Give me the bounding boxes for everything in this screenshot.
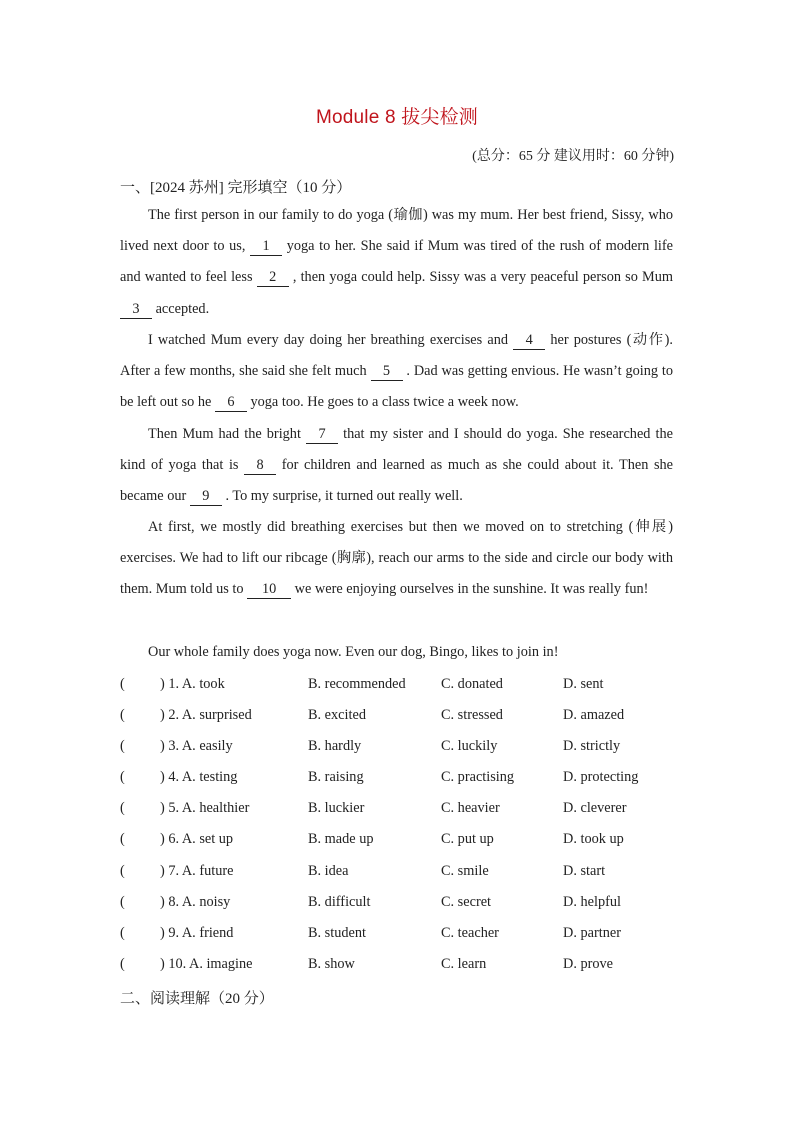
answer-blank: 3: [120, 300, 152, 319]
option-c: C. secret: [441, 894, 492, 910]
answer-blank: 2: [257, 268, 289, 287]
answer-blank: 1: [250, 237, 282, 256]
passage-paragraph-1: [120, 200, 673, 325]
answer-blank: 6: [215, 393, 247, 412]
section-2-heading: 二、阅读理解（20 分）: [120, 991, 274, 1007]
question-options-row: [120, 676, 680, 707]
option-b: B. show: [308, 956, 355, 972]
paragraph-text: . Dad was getting envious. He wasn’t going to be left out so he: [120, 363, 674, 411]
paragraph-text: . To my surprise, it turned out really well.: [225, 488, 463, 505]
paragraph-text: Then Mum had the bright: [148, 426, 301, 442]
paragraph-text: Our whole family does yoga now. Even our dog, Bingo, likes to join in!: [148, 644, 559, 660]
option-c: C. smile: [441, 863, 489, 879]
option-a: ) 5. A. healthier: [160, 800, 250, 816]
answer-paren: (: [120, 800, 125, 816]
option-b: B. made up: [308, 831, 374, 847]
answer-blank: 5: [371, 362, 403, 381]
option-d: D. partner: [563, 925, 621, 941]
option-a: ) 7. A. future: [160, 863, 234, 879]
option-a: ) 3. A. easily: [160, 738, 233, 754]
score-time-info: (总分：65 分 建议用时：60 分钟): [472, 149, 674, 164]
answer-paren: (: [120, 831, 125, 847]
question-options-row: [120, 707, 680, 738]
paragraph-text: yoga to her. She said if Mum was tired of the rush of modern life and wanted to feel less: [120, 238, 673, 286]
option-a: ) 4. A. testing: [160, 769, 238, 785]
option-b: B. student: [308, 925, 366, 941]
option-c: C. teacher: [441, 925, 499, 941]
answer-paren: (: [120, 894, 125, 910]
question-options-row: [120, 863, 680, 894]
passage-paragraph-4: [120, 512, 673, 606]
answer-paren: (: [120, 769, 125, 785]
passage-paragraph-3: [120, 419, 673, 513]
option-d: D. amazed: [563, 707, 625, 723]
page-title: Module 8 拔尖检测: [315, 107, 479, 128]
question-options-row: [120, 894, 680, 925]
option-b: B. idea: [308, 863, 349, 879]
paragraph-text: I watched Mum every day doing her breathing exercises and: [148, 332, 509, 348]
option-b: B. recommended: [308, 676, 406, 692]
option-a: ) 6. A. set up: [160, 831, 234, 847]
option-b: B. excited: [308, 707, 366, 723]
passage-paragraph-2: [120, 325, 673, 419]
option-a: ) 8. A. noisy: [160, 894, 231, 910]
passage-paragraph-5: [120, 637, 673, 668]
option-c: C. donated: [441, 676, 503, 692]
answer-blank: 10: [247, 580, 291, 599]
option-d: D. prove: [563, 956, 614, 972]
answer-paren: (: [120, 863, 125, 879]
option-a: ) 10. A. imagine: [160, 956, 253, 972]
option-d: D. helpful: [563, 894, 621, 910]
option-c: C. practising: [441, 769, 515, 785]
question-options-row: [120, 769, 680, 800]
answer-blank: 4: [513, 331, 545, 350]
option-c: C. put up: [441, 831, 494, 847]
option-c: C. heavier: [441, 800, 500, 816]
answer-paren: (: [120, 956, 125, 972]
question-options-row: [120, 738, 680, 769]
paragraph-text: At first, we mostly did breathing exercises but then we moved on to stretching (伸展) exercises. We had to lift our ribcage (胸廓), reach our arms to the side and circle our body with them. Mum told us to: [120, 519, 673, 598]
answer-paren: (: [120, 676, 125, 692]
paragraph-text: , then yoga could help. Sissy was a very peaceful person so Mum: [292, 269, 673, 286]
option-b: B. difficult: [308, 894, 371, 910]
option-d: D. strictly: [563, 738, 621, 754]
paragraph-text: accepted.: [155, 300, 210, 317]
paragraph-text: yoga too. He goes to a class twice a week now.: [250, 394, 519, 411]
answer-paren: (: [120, 738, 125, 754]
section-1-heading: 一、[2024 苏州] 完形填空（10 分）: [120, 180, 352, 196]
option-b: B. raising: [308, 769, 364, 785]
option-c: C. luckily: [441, 738, 498, 754]
option-d: D. start: [563, 863, 606, 879]
answer-blank: 8: [244, 456, 276, 475]
option-a: ) 9. A. friend: [160, 925, 234, 941]
paragraph-text: for children and learned as much as she could about it. Then she became our: [120, 457, 674, 505]
paragraph-text: her postures (动作). After a few months, she said she felt much: [120, 332, 673, 380]
question-options-row: [120, 956, 680, 987]
option-b: B. hardly: [308, 738, 362, 754]
option-b: B. luckier: [308, 800, 365, 816]
option-c: C. stressed: [441, 707, 503, 723]
option-d: D. protecting: [563, 769, 639, 785]
question-options-row: [120, 925, 680, 956]
option-c: C. learn: [441, 956, 487, 972]
question-options-row: [120, 800, 680, 831]
option-a: ) 2. A. surprised: [160, 707, 252, 723]
paragraph-text: we were enjoying ourselves in the sunshine. It was really fun!: [294, 581, 649, 598]
option-a: ) 1. A. took: [160, 676, 225, 692]
paragraph-text: that my sister and I should do yoga. She researched the kind of yoga that is: [120, 426, 673, 474]
answer-paren: (: [120, 707, 125, 723]
answer-blank: 7: [306, 425, 338, 444]
answer-paren: (: [120, 925, 125, 941]
option-d: D. sent: [563, 676, 604, 692]
question-options-row: [120, 831, 680, 862]
option-d: D. cleverer: [563, 800, 627, 816]
option-d: D. took up: [563, 831, 624, 847]
paragraph-text: The first person in our family to do yoga (瑜伽) was my mum. Her best friend, Sissy, who lived next door to us,: [120, 207, 673, 255]
answer-blank: 9: [190, 487, 222, 506]
